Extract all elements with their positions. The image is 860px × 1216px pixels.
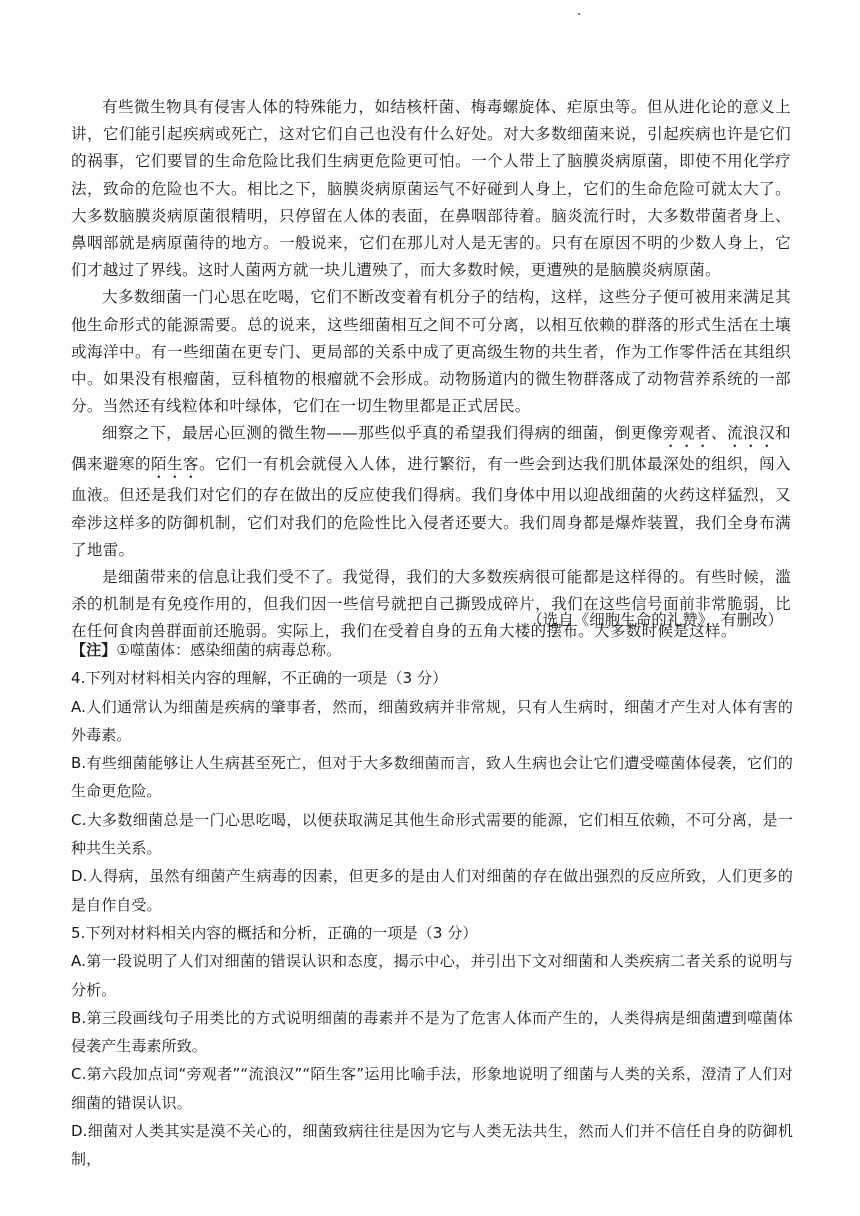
question-4-option-d: D.人得病，虽然有细菌产生病毒的因素，但更多的是由人们对细菌的存在做出强烈的反应所致，人们更多的是自作自受。 — [71, 867, 793, 914]
question-4-stem: 4.下列对材料相关内容的理解，不正确的一项是（3 分） — [71, 669, 448, 688]
p3-text-d: 。它们一有机会就侵入人体，进行繁衍，有一些会到达我们肌体最深处的组织，闯入血液。但还是我们对它们的存在做出的反应使我们得病。我们身体中用以迎战细菌的火药这样猛烈，又牵涉这样多的防御机制，它们对我们的危险性比入侵者还要大。我们周身都是爆炸装置，我们全身布满了地雷。 — [71, 455, 791, 559]
p3-text-c: 和偶来避寒的 — [71, 424, 791, 474]
passage-source: （选自《细胞生命的礼赞》，有删改） — [527, 611, 783, 629]
reading-passage — [71, 94, 791, 646]
footnote-text: ①噬菌体：感染细菌的病毒总称。 — [116, 641, 342, 659]
passage-paragraph-4: 是细菌带来的信息让我们受不了。我觉得，我们的大多数疾病很可能都是这样得的。有些时候，滥杀的机制是有免疫作用的，但我们因一些信号就把自己撕毁成碎片，我们在这些信号面前非常脆弱，比在任何食肉兽群面前还脆弱。实际上，我们在受着自身的五角大楼的摆布。大多数时候是这样。 — [71, 568, 791, 641]
question-5-option-d: D.细菌对人类其实是漠不关心的，细菌致病往往是因为它与人类无法共生，然而人们并不信任自身的防御机制， — [71, 1122, 793, 1169]
question-5-option-b: B.第三段画线句子用类比的方式说明细菌的毒素并不是为了危害人体而产生的，人类得病是细菌遭到噬菌体侵袭产生毒素所致。 — [71, 1008, 793, 1056]
passage-paragraph-1: 有些微生物具有侵害人体的特殊能力，如结核杆菌、梅毒螺旋体、疟原虫等。但从进化论的意义上讲，它们能引起疾病或死亡，这对它们自己也没有什么好处。对大多数细菌来说，引起疾病也许是它们的祸事，它们要冒的生命危险比我们生病更危险更可怕。一个人带上了脑膜炎病原菌，即使不用化学疗法，致命的危险也不大。相比之下，脑膜炎病原菌运气不好碰到人身上，它们的生命危险可就太大了。大多数脑膜炎病原菌很精明，只停留在人体的表面，在鼻咽部待着。脑炎流行时，大多数带菌者身上、鼻咽部就是病原菌待的地方。一般说来，它们在那儿对人是无害的。只有在原因不明的少数人身上，它们才越过了界线。这时人菌两方就一块儿遭殃了，而大多数时候，更遭殃的是脑膜炎病原菌。 — [71, 98, 791, 280]
p3-text-a: 细察之下，最居心叵测的微生物——那些似乎真的希望我们得病的细菌，倒更像 — [102, 424, 663, 443]
p3-text-b: 、 — [710, 424, 728, 443]
question-4-option-a: A.人们通常认为细菌是疾病的肇事者，然而，细菌致病并非常规，只有人生病时，细菌才产生对人体有害的外毒素。 — [71, 697, 793, 744]
question-5-option-c: C.第六段加点词“旁观者”“流浪汉”“陌生客”运用比喻手法，形象地说明了细菌与人类的关系，澄清了人们对细菌的错误认识。 — [71, 1065, 793, 1112]
page-corner-dot — [578, 13, 580, 15]
dotted-word-stranger: 陌生客 — [151, 455, 200, 474]
passage-paragraph-2: 大多数细菌一门心思在吃喝，它们不断改变着有机分子的结构，这样，这些分子便可被用来满足其他生命形式的能源需要。总的说来，这些细菌相互之间不可分离，以相互依赖的群落的形式生活在土壤或海洋中。有一些细菌在更专门、更局部的关系中成了更高级生物的共生者，作为工作零件活在其组织中。如果没有根瘤菌，豆科植物的根瘤就不会形成。动物肠道内的微生物群落成了动物营养系统的一部分。当然还有线粒体和叶绿体，它们在一切生物里都是正式居民。 — [71, 288, 791, 416]
footnote-label: 【注】 — [71, 641, 117, 659]
dotted-word-onlooker: 旁观者 — [662, 424, 711, 443]
question-5-stem: 5.下列对材料相关内容的概括和分析，正确的一项是（3 分） — [71, 923, 478, 942]
question-4-option-c: C.大多数细菌总是一门心思吃喝，以便获取满足其他生命形式需要的能源，它们相互依赖，不可分离，是一种共生关系。 — [71, 810, 793, 858]
questions-section — [71, 636, 793, 1174]
question-5-option-a: A.第一段说明了人们对细菌的错误认识和态度，揭示中心，并引出下文对细菌和人类疾病二者关系的说明与分析。 — [71, 952, 793, 999]
footnote — [71, 636, 793, 664]
passage-paragraph-3 — [71, 420, 791, 564]
question-4-option-b: B.有些细菌能够让人生病甚至死亡，但对于大多数细菌而言，致人生病也会让它们遭受噬菌体侵袭，它们的生命更危险。 — [71, 754, 793, 801]
dotted-word-vagrant: 流浪汉 — [727, 424, 776, 443]
